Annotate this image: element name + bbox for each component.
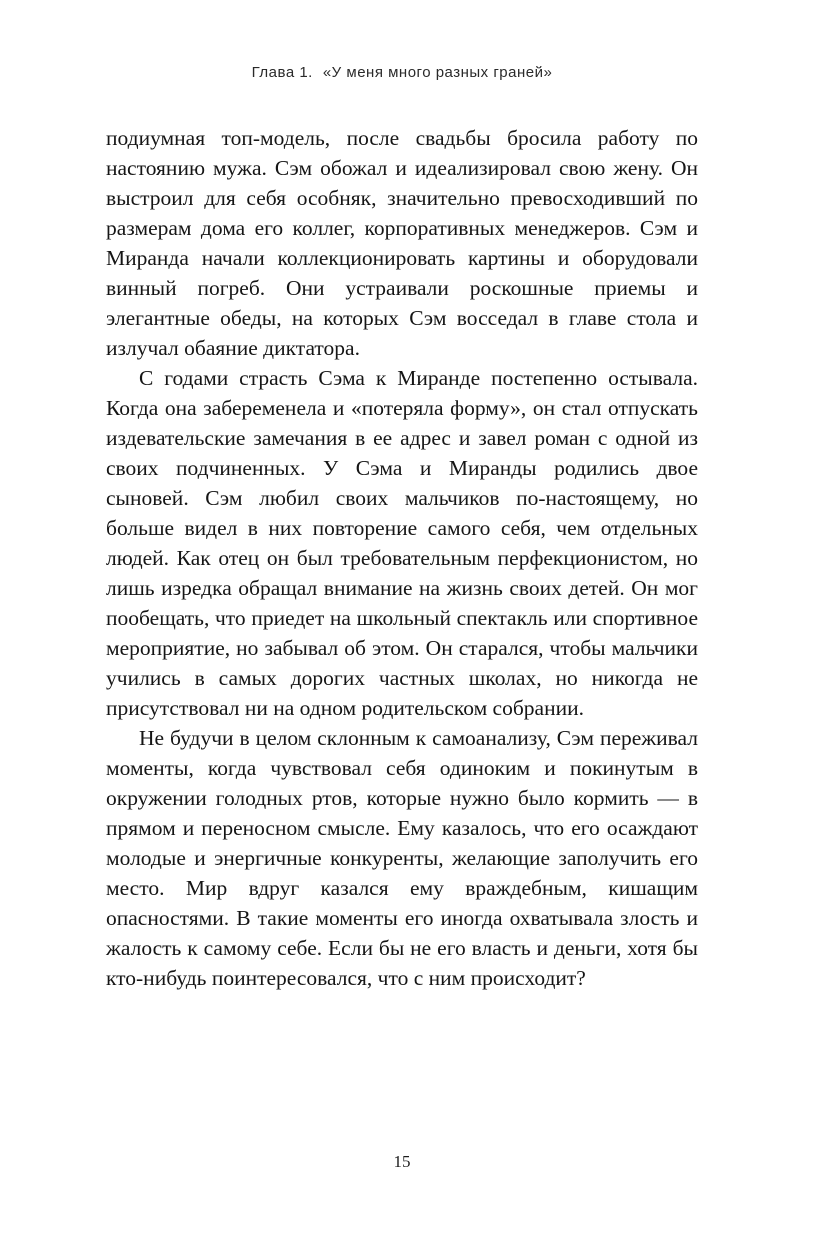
page-number: 15	[393, 1152, 411, 1171]
chapter-label: Глава 1.	[251, 64, 313, 81]
text-column	[106, 0, 698, 993]
chapter-title: «У меня много разных граней»	[322, 64, 553, 81]
paragraph: С годами страсть Сэма к Миранде постепенно остывала. Когда она забеременела и «потеряла форму», он стал отпускать издевательские замечания в ее адрес и завел роман с одной из своих подчиненных. У Сэма и Миранды родились двое сыновей. Сэм любил своих мальчиков по-настоящему, но больше видел в них повторение самого себя, чем отдельных людей. Как отец он был требовательным перфекционистом, но лишь изредка обращал внимание на жизнь своих детей. Он мог пообещать, что приедет на школьный спектакль или спортивное мероприятие, но забывал об этом. Он старался, чтобы мальчики учились в самых дорогих частных школах, но никогда не присутствовал ни на одном родительском собрании.	[106, 366, 698, 720]
paragraph: Не будучи в целом склонным к самоанализу, Сэм переживал моменты, когда чувствовал себя одиноким и покинутым в окружении голодных ртов, которые нужно было кормить — в прямом и переносном смысле. Ему казалось, что его осаждают молодые и энергичные конкуренты, желающие заполучить его место. Мир вдруг казался ему враждебным, кишащим опасностями. В такие моменты его иногда охватывала злость и жалость к самому себе. Если бы не его власть и деньги, хотя бы кто-нибудь поинтересовался, что с ним происходит?	[106, 726, 698, 990]
running-header	[106, 64, 698, 81]
body-text	[106, 123, 698, 993]
paragraph: подиумная топ-модель, после свадьбы бросила работу по настоянию мужа. Сэм обожал и идеализировал свою жену. Он выстроил для себя особняк, значительно превосходивший по размерам дома его коллег, корпоративных менеджеров. Сэм и Миранда начали коллекционировать картины и оборудовали винный погреб. Они устраивали роскошные приемы и элегантные обеды, на которых Сэм восседал в главе стола и излучал обаяние диктатора.	[106, 126, 698, 360]
